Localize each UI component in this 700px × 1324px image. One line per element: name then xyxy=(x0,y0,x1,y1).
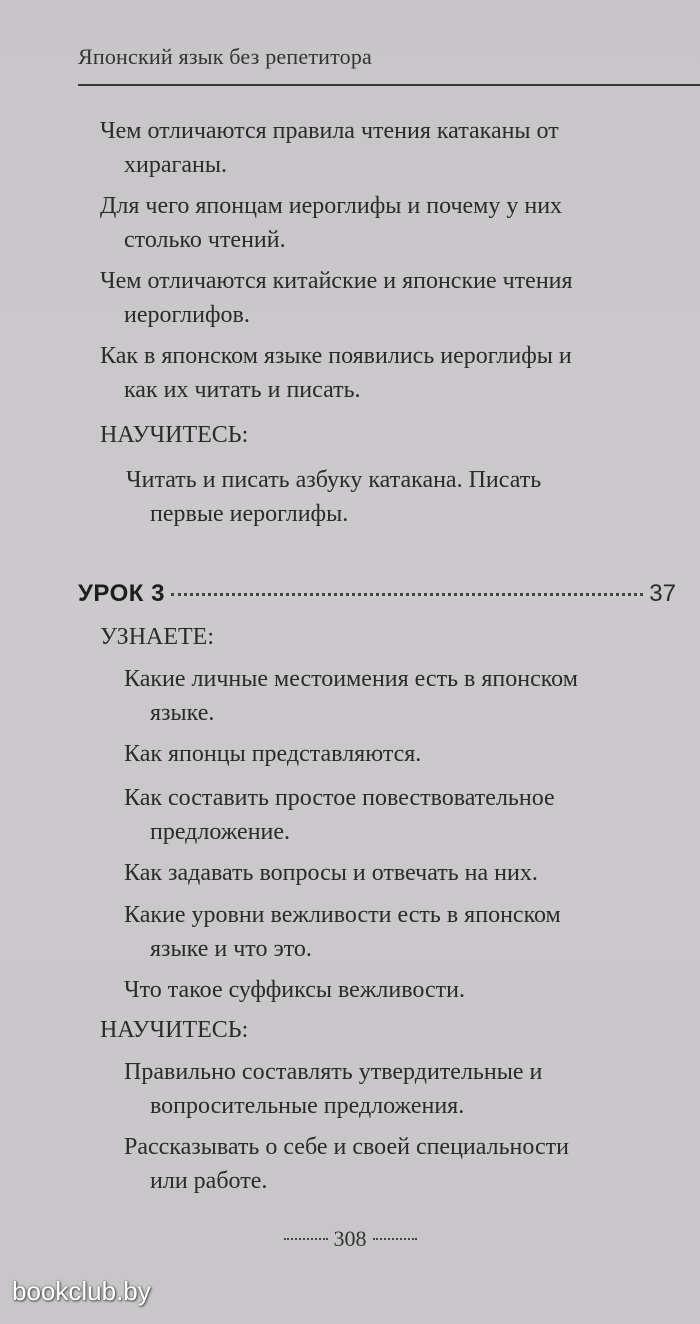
list-item-line: Как задавать вопросы и отвечать на них. xyxy=(124,860,538,886)
list-item-line: языке. xyxy=(150,700,215,726)
list-item-line: Для чего японцам иероглифы и почему у них xyxy=(100,193,563,219)
list-item-line: хираганы. xyxy=(124,152,227,178)
lesson-title: УРОК 3 xyxy=(78,580,165,607)
list-item-line: вопросительные предложения. xyxy=(150,1093,465,1119)
folio-number: 308 xyxy=(333,1226,367,1251)
list-item-line: первые иероглифы. xyxy=(150,501,349,527)
list-item-line: Какие уровни вежливости есть в японском xyxy=(124,902,561,928)
toc-entry-lesson-3[interactable] xyxy=(78,580,676,614)
section-heading-learn: НАУЧИТЕСЬ: xyxy=(100,422,249,448)
folio-dots-left xyxy=(284,1238,328,1240)
page-number xyxy=(0,1226,700,1252)
list-item-line: Что такое суффиксы вежливости. xyxy=(124,977,465,1003)
section-heading-know: УЗНАЕТЕ: xyxy=(100,624,215,650)
folio-dots-right xyxy=(373,1238,417,1240)
list-item-line: Рассказывать о себе и своей специальности xyxy=(124,1134,569,1160)
list-item-line: Читать и писать азбуку катакана. Писать xyxy=(126,467,542,493)
list-item-line: Какие личные местоимения есть в японском xyxy=(124,666,578,692)
list-item-line: иероглифов. xyxy=(124,302,250,328)
list-item-line: как их читать и писать. xyxy=(124,377,361,403)
list-item-line: языке и что это. xyxy=(150,936,312,962)
list-item-line: Чем отличаются китайские и японские чтения xyxy=(100,268,573,294)
list-item-line: Правильно составлять утвердительные и xyxy=(124,1059,543,1085)
lesson-page-number: 37 xyxy=(649,580,676,607)
list-item-line: или работе. xyxy=(150,1168,268,1194)
list-item-line: Как японцы представляются. xyxy=(124,741,422,767)
running-head: Японский язык без репетитора xyxy=(78,44,373,69)
list-item-line: предложение. xyxy=(150,819,291,845)
dot-leader xyxy=(171,593,643,596)
header-rule xyxy=(78,84,700,86)
list-item-line: Как в японском языке появились иероглифы и xyxy=(100,343,572,369)
list-item-line: Как составить простое повествовательное xyxy=(124,785,555,811)
section-heading-learn: НАУЧИТЕСЬ: xyxy=(100,1017,249,1043)
watermark: bookclub.by xyxy=(12,1276,151,1306)
list-item-line: столько чтений. xyxy=(124,227,286,253)
list-item-line: Чем отличаются правила чтения катаканы от xyxy=(100,118,559,144)
